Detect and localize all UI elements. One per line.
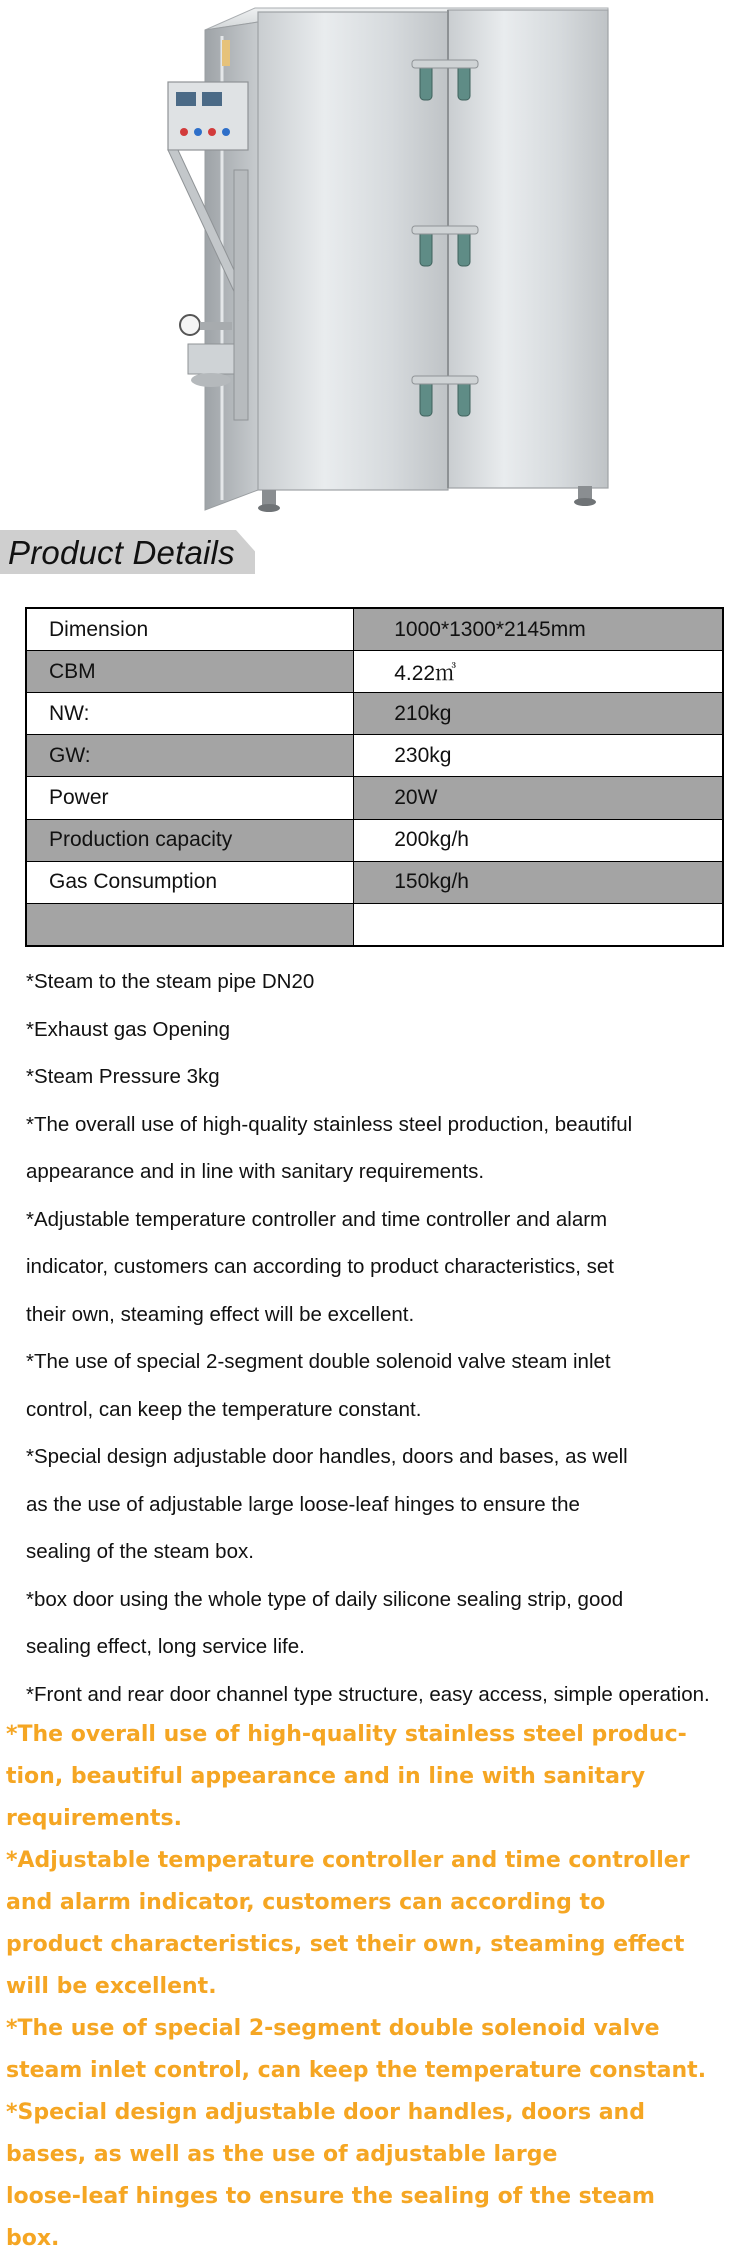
table-row <box>26 693 723 735</box>
note-line: *Adjustable temperature controller and time controller and alarm <box>26 1207 608 1231</box>
note-line: control, can keep the temperature constant. <box>26 1397 422 1421</box>
highlight-line: will be excellent. <box>6 1974 217 1999</box>
table-row <box>26 861 723 903</box>
note-line: *The overall use of high-quality stainless steel production, beautiful <box>26 1112 633 1136</box>
note-line: *Special design adjustable door handles, doors and bases, as well <box>26 1445 628 1468</box>
feature-notes <box>26 958 746 1718</box>
highlight-line: loose-leaf hinges to ensure the sealing of the steam <box>6 2184 655 2209</box>
note-line: indicator, customers can according to product characteristics, set <box>26 1255 614 1278</box>
table-row <box>26 735 723 777</box>
section-title: Product Details <box>8 534 235 571</box>
highlight-line: tion, beautiful appearance and in line with sanitary <box>6 1764 646 1789</box>
highlight-line: *The use of special 2-segment double solenoid valve <box>6 2016 660 2041</box>
table-row <box>26 903 723 946</box>
highlight-line: box. <box>6 2226 60 2251</box>
spec-label-gw: GW: <box>26 735 354 777</box>
specs-table <box>25 607 724 947</box>
spec-value-gw: 230kg <box>354 735 723 777</box>
note-line: *Steam to the steam pipe DN20 <box>26 970 315 993</box>
note-line: appearance and in line with sanitary requirements. <box>26 1160 485 1183</box>
section-header <box>0 528 750 578</box>
highlight-line: *Special design adjustable door handles, doors and <box>6 2100 645 2125</box>
note-line: *Front and rear door channel type structure, easy access, simple operation. <box>26 1682 710 1706</box>
spec-value-cbm: 4.22㎥ <box>354 651 723 693</box>
spec-value-dimension: 1000*1300*2145mm <box>354 608 723 651</box>
highlight-line: *Adjustable temperature controller and time controller <box>6 1848 690 1873</box>
spec-label-nw: NW: <box>26 693 354 735</box>
highlight-line: requirements. <box>6 1806 182 1831</box>
steam-cabinet-illustration <box>0 0 750 530</box>
spec-value-empty <box>354 903 723 946</box>
spec-label-power: Power <box>26 777 354 819</box>
note-line: *The use of special 2-segment double solenoid valve steam inlet <box>26 1350 611 1373</box>
table-row <box>26 819 723 861</box>
highlight-line: and alarm indicator, customers can according to <box>6 1890 606 1915</box>
spec-value-power: 20W <box>354 777 723 819</box>
note-line: as the use of adjustable large loose-leaf hinges to ensure the <box>26 1492 580 1516</box>
note-line: *Steam Pressure 3kg <box>26 1065 220 1088</box>
spec-value-nw: 210kg <box>354 693 723 735</box>
spec-label-gas-consumption: Gas Consumption <box>26 861 354 903</box>
spec-value-production-capacity: 200kg/h <box>354 819 723 861</box>
highlight-line: steam inlet control, can keep the temperature constant. <box>6 2058 707 2083</box>
spec-label-empty <box>26 903 354 946</box>
table-row <box>26 608 723 651</box>
note-line: *box door using the whole type of daily silicone sealing strip, good <box>26 1587 624 1611</box>
spec-label-production-capacity: Production capacity <box>26 819 354 861</box>
table-row <box>26 651 723 693</box>
highlight-line: product characteristics, set their own, steaming effect <box>6 1932 685 1957</box>
spec-label-cbm: CBM <box>26 651 354 693</box>
product-image <box>0 0 750 530</box>
note-line: *Exhaust gas Opening <box>26 1017 230 1041</box>
table-row <box>26 777 723 819</box>
note-line: sealing of the steam box. <box>26 1540 254 1563</box>
note-line: their own, steaming effect will be excellent. <box>26 1302 415 1326</box>
spec-value-gas-consumption: 150kg/h <box>354 861 723 903</box>
highlight-line: *The overall use of high-quality stainless steel produc- <box>6 1722 687 1747</box>
highlight-features <box>6 1714 748 2260</box>
highlight-line: bases, as well as the use of adjustable large <box>6 2142 558 2167</box>
spec-label-dimension: Dimension <box>26 608 354 651</box>
note-line: sealing effect, long service life. <box>26 1635 305 1658</box>
